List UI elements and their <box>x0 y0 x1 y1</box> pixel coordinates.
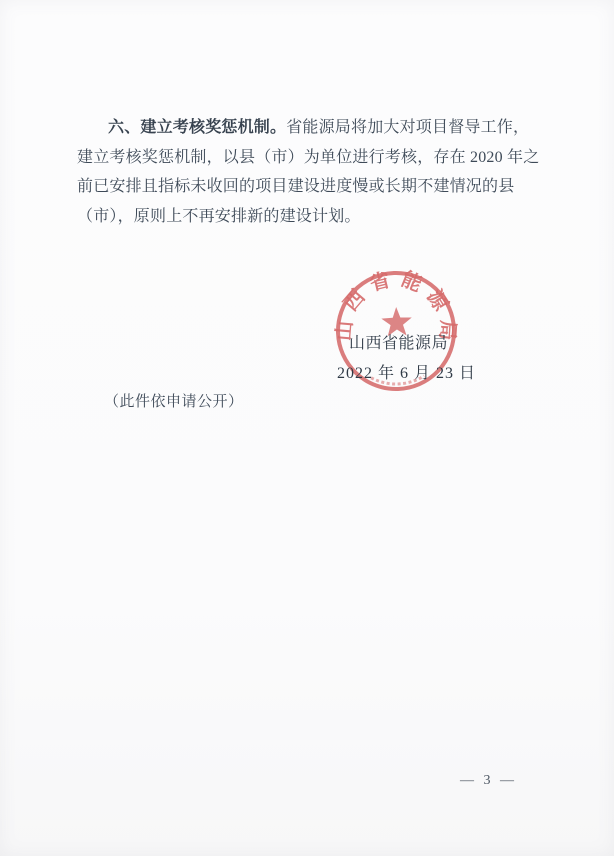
signature-agency: 山西省能源局 <box>349 335 449 352</box>
paragraph-heading: 六、建立考核奖惩机制。 <box>108 119 287 136</box>
paragraph-text: 省能源局将加大对项目督导工作， <box>286 119 530 136</box>
disclosure-note: （此件依申请公开） <box>104 394 244 410</box>
paragraph-line: 前已安排且指标未收回的项目建设进度慢或长期不建情况的县 <box>77 178 515 195</box>
paragraph-line <box>77 113 530 143</box>
body-paragraph <box>77 113 540 231</box>
paragraph-line: （市），原则上不再安排新的建设计划。 <box>77 207 361 225</box>
page-number: — 3 — <box>460 773 517 788</box>
signature-date: 2022 年 6 月 23 日 <box>337 365 477 382</box>
seal-arc-text: 山西省能源局 <box>333 267 459 349</box>
paragraph-line: 建立考核奖惩机制，以县（市）为单位进行考核，存在 2020 年之 <box>77 148 540 166</box>
